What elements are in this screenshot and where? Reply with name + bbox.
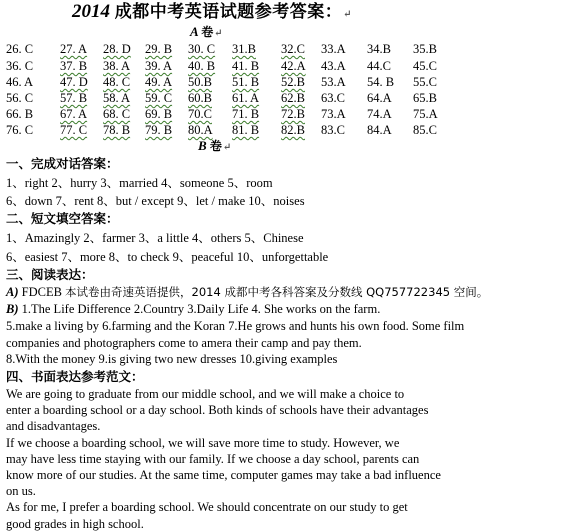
essay-line: may have less time staying with our family. If we choose a day school, parents can xyxy=(6,452,420,466)
answer-cell: 58. A xyxy=(103,91,131,105)
essay-line: know more of our studies. At the same time, computer games may take a bad influence xyxy=(6,468,441,482)
answer-cell: 61. A xyxy=(232,91,260,105)
answer-cell: 48. C xyxy=(103,75,131,89)
answer-cell: 83.C xyxy=(321,123,345,137)
answer-cell: 63.C xyxy=(321,91,345,105)
document-title xyxy=(72,0,352,27)
answer-cell: 74.A xyxy=(367,107,392,121)
answer-cell: 81. B xyxy=(232,123,260,137)
answer-cell: 32.C xyxy=(281,42,305,56)
answer-cell: 85.C xyxy=(413,123,437,137)
juan-a-letter: A xyxy=(190,24,198,39)
paragraph-mark-icon: ↵ xyxy=(222,142,232,153)
answer-cell: 34.B xyxy=(367,42,391,56)
essay-line: As for me, I prefer a boarding school. We should concentrate on our study to get xyxy=(6,500,408,514)
essay-line: and disadvantages. xyxy=(6,419,101,433)
answer-cell: 77. C xyxy=(60,123,88,137)
answer-cell: 26. C xyxy=(6,42,34,56)
answer-cell: 53.A xyxy=(321,75,346,89)
section3-a-answers: FDCEB xyxy=(18,285,66,299)
answer-cell: 30. C xyxy=(188,42,216,56)
answer-cell: 80.A xyxy=(188,123,213,137)
juan-b-heading xyxy=(198,138,231,156)
answer-cell: 40. B xyxy=(188,59,216,73)
answer-cell: 39. A xyxy=(145,59,173,73)
answer-cell: 35.B xyxy=(413,42,437,56)
title-text: 成都中考英语试题参考答案： xyxy=(114,2,343,22)
answer-cell: 57. B xyxy=(60,91,88,105)
answer-cell: 31.B xyxy=(232,42,256,56)
answer-cell: 72.B xyxy=(281,107,305,121)
section1-line1: 1、right 2、hurry 3、married 4、someone 5、room xyxy=(6,176,273,190)
answer-cell: 46. A xyxy=(6,75,34,89)
section3-b-label: B) xyxy=(6,302,19,316)
answer-cell: 52.B xyxy=(281,75,305,89)
answer-cell: 44.C xyxy=(367,59,391,73)
answer-cell: 64.A xyxy=(367,91,392,105)
answer-cell: 27. A xyxy=(60,42,88,56)
answer-cell: 67. A xyxy=(60,107,88,121)
answer-cell: 38. A xyxy=(103,59,131,73)
answer-cell: 69. B xyxy=(145,107,173,121)
section3-b-line4: 8.With the money 9.is giving two new dresses 10.giving examples xyxy=(6,352,338,366)
juan-b-label: 卷 xyxy=(209,139,222,153)
answer-cell: 62.B xyxy=(281,91,305,105)
answer-cell: 68. C xyxy=(103,107,131,121)
answer-cell: 70.C xyxy=(188,107,212,121)
section3-heading: 三、阅读表达： xyxy=(6,267,94,282)
essay-line: enter a boarding school or a day school. Both kinds of schools have their advantages xyxy=(6,403,429,417)
section2-line2: 6、easiest 7、more 8、to check 9、peaceful 10、unforgettable xyxy=(6,250,329,264)
answer-cell: 82.B xyxy=(281,123,305,137)
essay-line: good grades in high school. xyxy=(6,517,144,531)
answer-cell: 49. A xyxy=(145,75,173,89)
paragraph-mark-icon: ↵ xyxy=(214,28,223,39)
answer-cell: 51. B xyxy=(232,75,260,89)
section3-b-line3: companies and photographers come to amera their camp and pay them. xyxy=(6,336,362,350)
section1-line2: 6、down 7、rent 8、but / except 9、let / make 10、noises xyxy=(6,194,305,208)
paragraph-mark-icon: ↵ xyxy=(343,9,352,20)
juan-b-letter: B xyxy=(198,138,207,153)
answer-cell: 65.B xyxy=(413,91,437,105)
answer-cell: 37. B xyxy=(60,59,88,73)
section3-b-line2: 5.make a living by 6.farming and the Koran 7.He grows and hunts his own food. Some film xyxy=(6,319,465,333)
answer-cell: 60.B xyxy=(188,91,212,105)
answer-cell: 55.C xyxy=(413,75,437,89)
answer-cell: 47. D xyxy=(60,75,88,89)
section3-b-text: 1.The Life Difference 2.Country 3.Daily Life 4. She works on the farm. xyxy=(18,302,381,316)
answer-cell: 79. B xyxy=(145,123,173,137)
section3-a-note: 本试卷由奇速英语提供，2014 成都中考各科答案及分数线 QQ757722345 空间。 xyxy=(65,285,489,299)
essay-line: We are going to graduate from our middle school, and we will make a choice to xyxy=(6,387,405,401)
answer-cell: 73.A xyxy=(321,107,346,121)
answer-cell: 78. B xyxy=(103,123,131,137)
title-year: 2014 xyxy=(72,1,110,22)
section2-heading: 二、短文填空答案： xyxy=(6,211,119,226)
answer-cell: 50.B xyxy=(188,75,212,89)
answer-cell: 45.C xyxy=(413,59,437,73)
answer-cell: 56. C xyxy=(6,91,34,105)
section1-heading: 一、完成对话答案： xyxy=(6,156,119,171)
answer-cell: 59. C xyxy=(145,91,173,105)
essay-line: on us. xyxy=(6,484,36,498)
essay-line: If we choose a boarding school, we will save more time to study. However, we xyxy=(6,436,400,450)
answer-cell: 41. B xyxy=(232,59,260,73)
answer-cell: 76. C xyxy=(6,123,34,137)
section3-a-line xyxy=(6,284,488,300)
answer-cell: 54. B xyxy=(367,75,395,89)
section3-a-label: A) xyxy=(6,285,19,299)
answer-cell: 84.A xyxy=(367,123,392,137)
answer-cell: 71. B xyxy=(232,107,260,121)
answer-cell: 43.A xyxy=(321,59,346,73)
answer-cell: 36. C xyxy=(6,59,34,73)
answer-cell: 28. D xyxy=(103,42,131,56)
section3-b-line1 xyxy=(6,301,380,317)
answer-cell: 42.A xyxy=(281,59,306,73)
juan-a-heading xyxy=(190,24,223,42)
answer-cell: 33.A xyxy=(321,42,346,56)
juan-a-label: 卷 xyxy=(201,25,214,39)
answer-cell: 75.A xyxy=(413,107,438,121)
section2-line1: 1、Amazingly 2、farmer 3、a little 4、others 5、Chinese xyxy=(6,231,304,245)
section4-heading: 四、书面表达参考范文： xyxy=(6,369,144,384)
answer-cell: 29. B xyxy=(145,42,173,56)
answer-cell: 66. B xyxy=(6,107,34,121)
